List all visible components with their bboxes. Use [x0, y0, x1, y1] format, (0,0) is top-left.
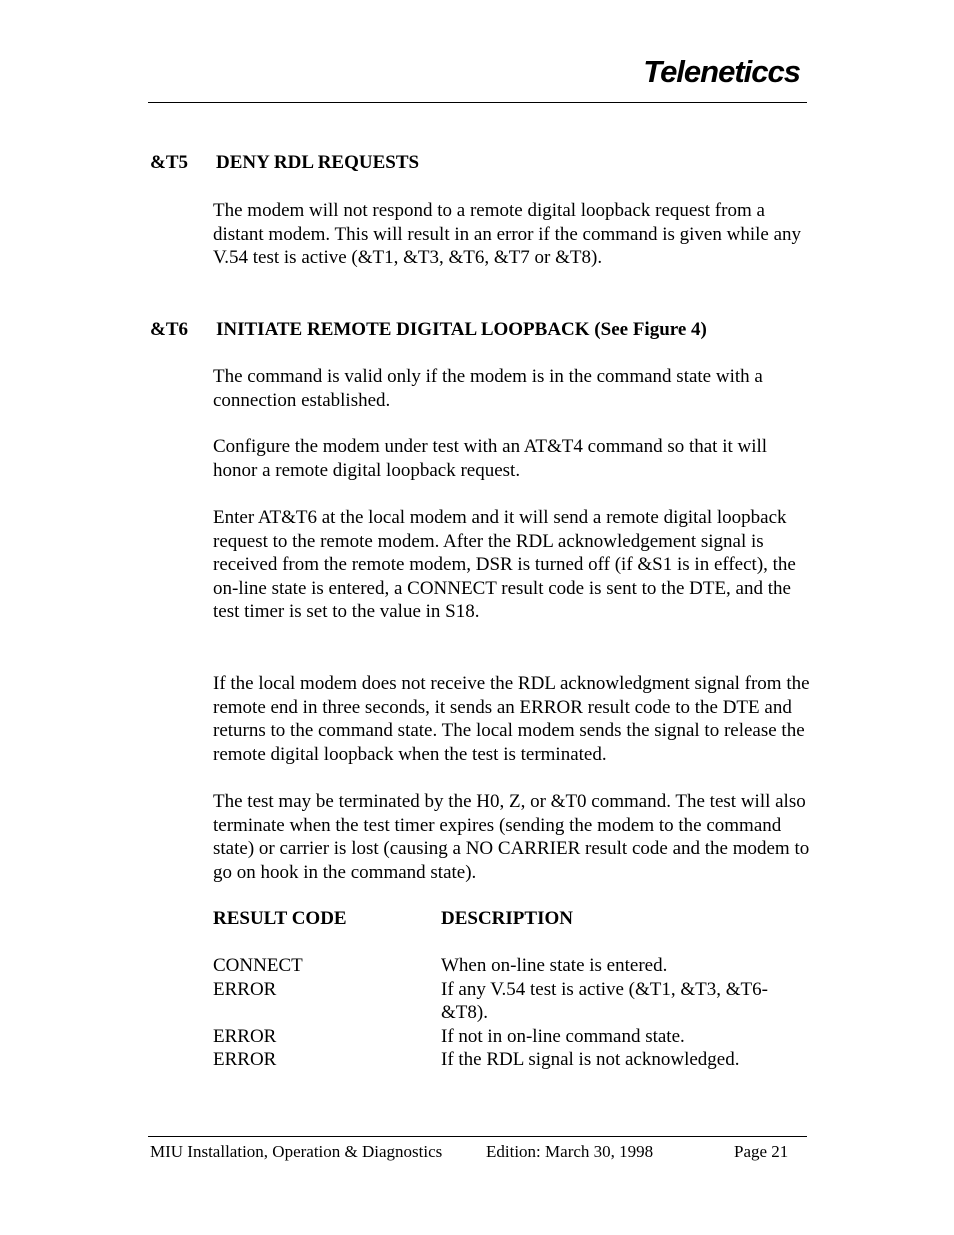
paragraph: If the local modem does not receive the RDL acknowledgment signal from the remote end in three seconds, it sends an ERROR result code to the DTE and returns to the command state. The local modem sends the signal to release the remote digital loopback when the test is terminated. — [213, 673, 810, 765]
table-row — [213, 1048, 813, 1072]
result-description: If any V.54 test is active (&T1, &T3, &T6-&T8). — [441, 978, 768, 1023]
company-logo: Teleneticcs — [643, 54, 800, 89]
result-code: ERROR — [213, 1025, 277, 1047]
command-code: &T6 — [150, 319, 188, 340]
page-number: Page 21 — [734, 1142, 789, 1161]
column-header-result-code: RESULT CODE — [213, 908, 347, 929]
paragraph: The modem will not respond to a remote digital loopback request from a distant modem. This will result in an error if the command is given while any V.54 test is active (&T1, &T3, &T6, &T7 or &T8). — [213, 200, 802, 268]
result-description: When on-line state is entered. — [441, 955, 668, 976]
section-heading-t6 — [150, 318, 707, 342]
footer-rule — [148, 1136, 807, 1137]
result-description: If the RDL signal is not acknowledged. — [441, 1049, 740, 1070]
table-spacer — [213, 931, 813, 955]
table-row — [213, 978, 813, 1025]
footer-edition: Edition: March 30, 1998 — [486, 1142, 654, 1161]
header-rule — [148, 102, 807, 103]
table-header-row — [213, 907, 813, 931]
result-code-table — [213, 907, 813, 1072]
table-row — [213, 1025, 813, 1049]
paragraph: The command is valid only if the modem is in the command state with a connection established. — [213, 366, 763, 411]
result-code: ERROR — [213, 978, 277, 1000]
footer-doc-title: MIU Installation, Operation & Diagnostics — [150, 1142, 443, 1161]
result-description: If not in on-line command state. — [441, 1025, 685, 1047]
paragraph: Enter AT&T6 at the local modem and it will send a remote digital loopback request to the remote modem. After the RDL acknowledgement signal is received from the remote modem, DSR is turned off (if &S1 is in effect), the on-line state is entered, a CONNECT result code is sent to the DTE, and the test timer is set to the value in S18. — [213, 507, 796, 622]
section-title: DENY RDL REQUESTS — [216, 152, 420, 173]
section-heading-t5 — [150, 151, 419, 175]
section-title: INITIATE REMOTE DIGITAL LOOPBACK (See Figure 4) — [216, 319, 707, 340]
column-header-description: DESCRIPTION — [441, 908, 573, 929]
paragraph: The test may be terminated by the H0, Z, or &T0 command. The test will also terminate when the test timer expires (sending the modem to the command state) or carrier is lost (causing a NO CARRIER result code and the modem to go on hook in the command state). — [213, 791, 810, 883]
result-code: ERROR — [213, 1049, 277, 1070]
paragraph: Configure the modem under test with an AT&T4 command so that it will honor a remote digital loopback request. — [213, 436, 768, 481]
result-code: CONNECT — [213, 955, 303, 976]
table-row — [213, 954, 813, 978]
command-code: &T5 — [150, 152, 188, 173]
